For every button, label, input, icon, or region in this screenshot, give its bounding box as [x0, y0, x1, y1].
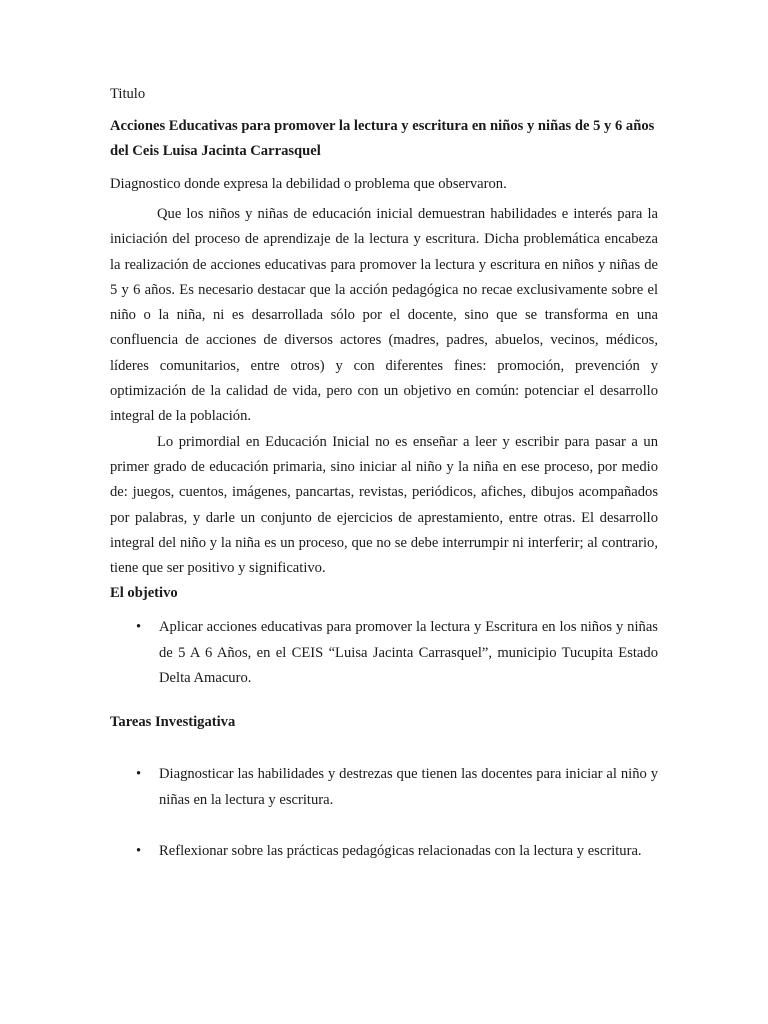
document-label: Titulo	[110, 86, 146, 102]
tasks-list	[110, 762, 658, 864]
tasks-heading: Tareas Investigativa	[110, 714, 236, 731]
list-item-text: Diagnosticar las habilidades y destrezas que tienen las docentes para iniciar al niño y niñas en la lectura y escritura.	[159, 766, 658, 808]
document-title: Acciones Educativas para promover la lectura y escritura en niños y niñas de 5 y 6 años del Ceis Luisa Jacinta Carrasquel	[110, 118, 655, 159]
objective-heading: El objetivo	[110, 585, 178, 602]
bullet-icon: •	[136, 619, 142, 636]
bullet-icon: •	[136, 842, 142, 859]
bullet-icon: •	[136, 766, 142, 783]
body-paragraph: Que los niños y niñas de educación inicial demuestran habilidades e interés para la iniciación del proceso de aprendizaje de la lectura y escritura. Dicha problemática encabeza la realización de acciones educativas para promover la lectura y escritura en niños y niñas de 5 y 6 años. Es necesario destacar que la acción pedagógica no recae exclusivamente sobre el niño o la niña, ni es desarrollada sólo por el docente, sino que se transforma en una confluencia de acciones de diversos actores (madres, padres, abuelos, vecinos, médicos, líderes comunitarios, entre otros) y con diferentes fines: promoción, prevención y optimización de la calidad de vida, pero con un objetivo en común: potenciar el desarrollo integral de la población.	[110, 206, 658, 425]
diagnosis-label: Diagnostico donde expresa la debilidad o problema que observaron.	[110, 176, 507, 192]
list-item	[110, 839, 658, 864]
body-paragraph: Lo primordial en Educación Inicial no es enseñar a leer y escribir para pasar a un primer grado de educación primaria, sino iniciar al niño y la niña en ese proceso, por medio de: juegos, cuentos, imágenes, pancartas, revistas, periódicos, afiches, dibujos acompañados por palabras, y darle un conjunto de ejercicios de aprestamiento, entre otras. El desarrollo integral del niño y la niña es un proceso, que no se debe interrumpir ni interferir; al contrario, tiene que ser positivo y significativo.	[110, 433, 658, 577]
list-item	[110, 615, 658, 691]
objective-list	[110, 615, 658, 691]
document-page	[110, 84, 658, 864]
list-item	[110, 762, 658, 813]
list-item-text: Reflexionar sobre las prácticas pedagógicas relacionadas con la lectura y escritura.	[159, 842, 642, 859]
list-item-text: Aplicar acciones educativas para promover la lectura y Escritura en los niños y niñas de 5 A 6 Años, en el CEIS “Luisa Jacinta Carrasquel”, municipio Tucupita Estado Delta Amacuro.	[159, 619, 658, 687]
